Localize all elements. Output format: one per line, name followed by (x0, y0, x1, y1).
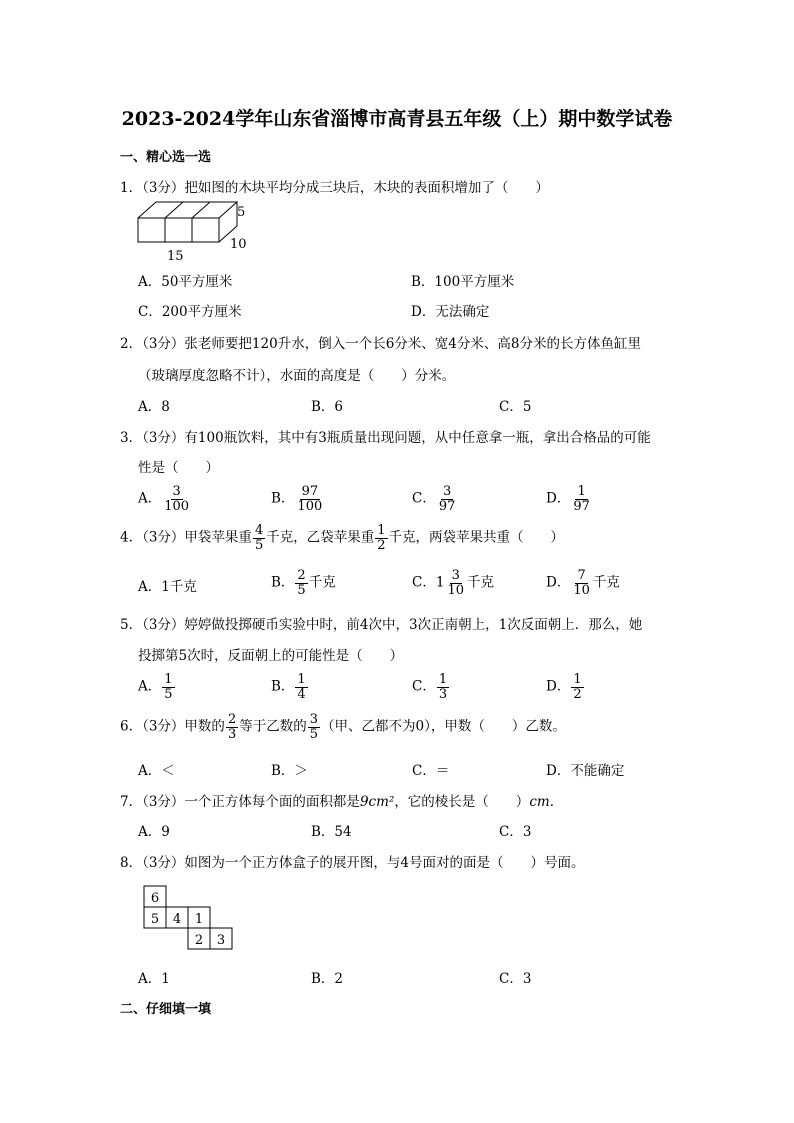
question-4-option-a: A．1千克 (138, 579, 197, 595)
fraction: $\frac{1}{4}$ (297, 672, 306, 702)
question-3-option-b: B． $\frac{97}{100}$ (271, 484, 323, 514)
question-3-stem-line2: 性是（ ） (138, 460, 219, 476)
fraction: $\frac{3}{97}$ (438, 484, 456, 514)
question-1-stem: 1．（3分）把如图的木块平均分成三块后，木块的表面积增加了（ ） (120, 180, 549, 196)
net-face-label: 5 (150, 912, 160, 927)
fraction: $\frac{7}{10}$ (573, 568, 590, 598)
question-1-option-c: C．200平方厘米 (138, 304, 242, 320)
question-6-stem: 6．（3分）甲数的 $\frac{2}{3}$ 等于乙数的 $\frac{3}{5}$ （甲、乙都不为0），甲数（ ）乙数。 (120, 712, 566, 742)
net-face-label: 1 (194, 912, 204, 927)
question-3-option-a: A． $\frac{3}{100}$ (138, 484, 190, 514)
fraction: $\frac{3}{100}$ (164, 484, 190, 514)
question-8-option-b: B．2 (311, 971, 344, 987)
question-4-option-c: C．1 $\frac{3}{10}$ 千克 (412, 568, 494, 598)
question-2-option-a: A．8 (138, 399, 170, 415)
net-face-label: 2 (194, 933, 204, 948)
net-face-label: 6 (150, 891, 160, 906)
fraction: $\frac{3}{10}$ (447, 568, 464, 598)
question-3-option-c: C． $\frac{3}{97}$ (412, 484, 456, 514)
question-6-option-d: D．不能确定 (546, 763, 625, 779)
fraction: $\frac{1}{2}$ (377, 523, 386, 553)
question-8-option-a: A．1 (138, 971, 170, 987)
question-5-option-d: D． $\frac{1}{2}$ (546, 672, 582, 702)
question-4-option-d: D． $\frac{7}{10}$ 千克 (546, 568, 620, 598)
page-title: 2023-2024学年山东省淄博市高青县五年级（上）期中数学试卷 (121, 108, 673, 130)
question-2-option-b: B．6 (311, 399, 344, 415)
question-2-option-c: C．5 (499, 399, 532, 415)
fraction: $\frac{2}{5}$ (297, 568, 306, 598)
fraction: $\frac{1}{97}$ (573, 484, 590, 514)
section-heading-choice: 一、精心选一选 (120, 150, 212, 165)
question-6-option-c: C．＝ (412, 763, 450, 779)
question-6-option-a: A．＜ (138, 763, 175, 779)
cube-net-figure (142, 884, 234, 952)
net-face-label: 4 (172, 912, 182, 927)
question-5-option-c: C． $\frac{1}{3}$ (412, 672, 448, 702)
question-1-option-b: B．100平方厘米 (411, 274, 515, 290)
question-5-option-a: A． $\frac{1}{5}$ (138, 672, 173, 702)
question-3-stem-line1: 3．（3分）有100瓶饮料，其中有3瓶质量出现问题，从中任意拿一瓶，拿出合格品的可能 (120, 430, 651, 446)
fraction: $\frac{97}{100}$ (297, 484, 323, 514)
block-front-face (138, 218, 219, 242)
question-1-option-d: D．无法确定 (411, 304, 490, 320)
question-3-option-d: D． $\frac{1}{97}$ (546, 484, 590, 514)
question-5-stem-line2: 投掷第5次时，反面朝上的可能性是（ ） (138, 648, 404, 664)
question-4-option-b: B． $\frac{2}{5}$ 千克 (271, 568, 336, 598)
question-2-stem-line2: （玻璃厚度忽略不计），水面的高度是（ ）分米。 (138, 368, 456, 384)
question-1-option-a: A．50平方厘米 (138, 274, 233, 290)
question-8-stem: 8．（3分）如图为一个正方体盒子的展开图，与4号面对的面是（ ）号面。 (120, 855, 585, 871)
question-6-option-b: B．＞ (271, 763, 308, 779)
fraction: $\frac{2}{3}$ (227, 712, 237, 742)
question-2-stem-line1: 2．（3分）张老师要把120升水，倒入一个长6分米、宽4分米、高8分米的长方体鱼缸里 (120, 336, 641, 352)
question-7-option-b: B．54 (311, 824, 352, 840)
question-5-option-b: B． $\frac{1}{4}$ (271, 672, 306, 702)
fraction: $\frac{4}{5}$ (254, 523, 264, 553)
question-7-stem: 7．（3分）一个正方体每个面的面积都是9cm²，它的棱长是（ ）cm． (120, 794, 564, 810)
figure-label-length: 15 (167, 249, 184, 264)
fraction: $\frac{1}{3}$ (438, 672, 448, 702)
fraction: $\frac{1}{5}$ (164, 672, 173, 702)
question-1-figure (134, 198, 254, 264)
figure-label-width: 10 (230, 237, 247, 252)
question-7-option-c: C．3 (499, 824, 532, 840)
fraction: $\frac{1}{2}$ (573, 672, 582, 702)
section-heading-fill: 二、仔细填一填 (120, 1002, 212, 1017)
net-face-label: 3 (216, 933, 226, 948)
question-8-option-c: C．3 (499, 971, 532, 987)
fraction: $\frac{3}{5}$ (309, 712, 318, 742)
figure-label-height: 5 (237, 205, 246, 220)
question-5-stem-line1: 5．（3分）婷婷做投掷硬币实验中时，前4次中，3次正南朝上，1次反面朝上．那么，她 (120, 617, 643, 633)
question-4-stem: 4．（3分）甲袋苹果重 $\frac{4}{5}$ 千克，乙袋苹果重 $\frac{1}{2}$ 千克，两袋苹果共重（ ） (120, 523, 564, 553)
question-7-option-a: A．9 (138, 824, 170, 840)
